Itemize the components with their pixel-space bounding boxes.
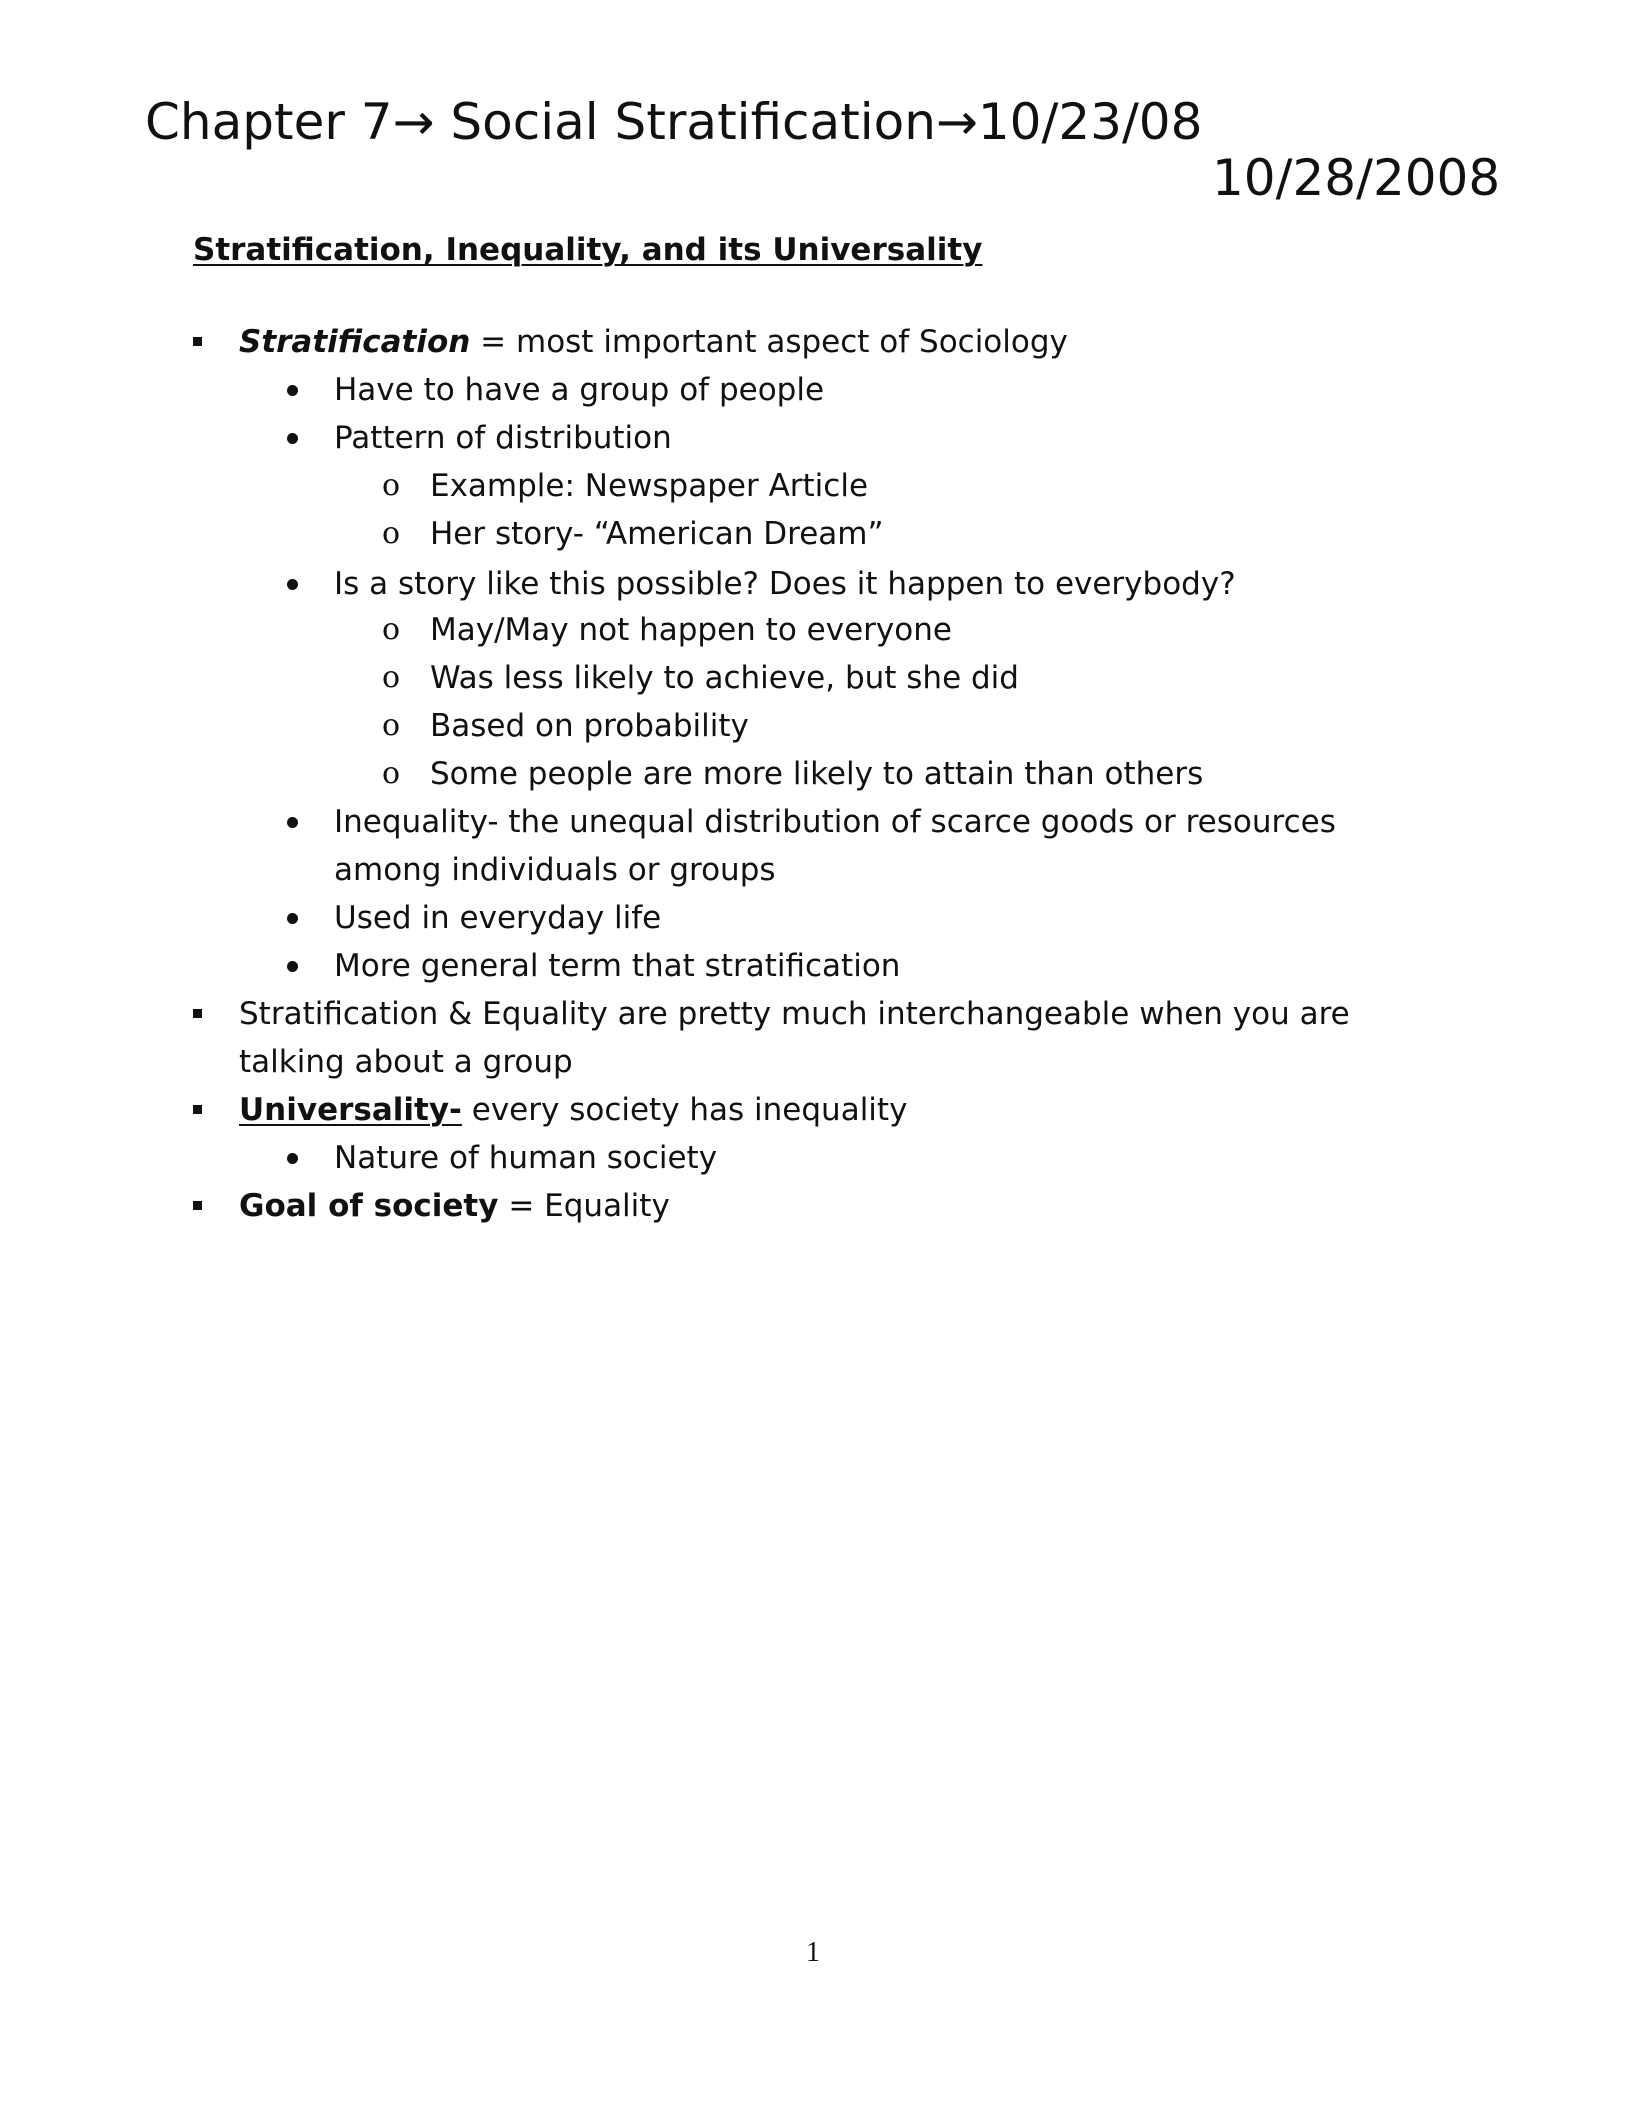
list-item: Used in everyday life [334,900,662,936]
round-bullet-icon [287,385,298,396]
list-item-bold-italic: Stratification [239,324,471,360]
list-item: Is a story like this possible? Does it happen to everybody? [334,566,1236,602]
list-item: Was less likely to achieve, but she did [430,660,1019,696]
list-item: Nature of human society [334,1140,718,1176]
page-number: 1 [806,1937,820,1968]
list-item-bold: Goal of society [239,1188,499,1224]
square-bullet-icon [193,1105,202,1114]
round-bullet-icon [287,817,298,828]
round-bullet-icon [287,913,298,924]
title-date: 10/28/2008 [1212,149,1501,207]
list-item: Her story- “American Dream” [430,516,884,552]
list-item [239,1186,670,1226]
list-item-text: = Equality [498,1188,670,1224]
section-heading: Stratification, Inequality, and its Universality [193,232,983,268]
sub-bullet-o: o [382,516,401,551]
list-item [239,322,1068,362]
list-item: Stratification & Equality are pretty much interchangeable when you are [239,996,1350,1032]
list-item: Pattern of distribution [334,420,672,456]
list-item: More general term that stratification [334,948,901,984]
square-bullet-icon [193,337,202,346]
list-item: Example: Newspaper Article [430,468,869,504]
square-bullet-icon [193,1201,202,1210]
list-item-continuation: talking about a group [239,1044,573,1080]
page-title: Chapter 7→ Social Stratification→10/23/08 [145,93,1203,151]
list-item [239,1090,907,1130]
list-item: May/May not happen to everyone [430,612,952,648]
sub-bullet-o: o [382,468,401,503]
list-item-text: = most important aspect of Sociology [470,324,1068,360]
list-item: Inequality- the unequal distribution of scarce goods or resources [334,804,1336,840]
square-bullet-icon [193,1009,202,1018]
sub-bullet-o: o [382,660,401,695]
list-item-continuation: among individuals or groups [334,852,776,888]
round-bullet-icon [287,433,298,444]
sub-bullet-o: o [382,708,401,743]
list-item-text: every society has inequality [461,1092,908,1128]
round-bullet-icon [287,579,298,590]
round-bullet-icon [287,961,298,972]
list-item: Based on probability [430,708,749,744]
sub-bullet-o: o [382,612,401,647]
round-bullet-icon [287,1153,298,1164]
sub-bullet-o: o [382,756,401,791]
list-item: Have to have a group of people [334,372,825,408]
list-item: Some people are more likely to attain than others [430,756,1204,792]
list-item-bold-underline: Universality- [239,1092,462,1128]
